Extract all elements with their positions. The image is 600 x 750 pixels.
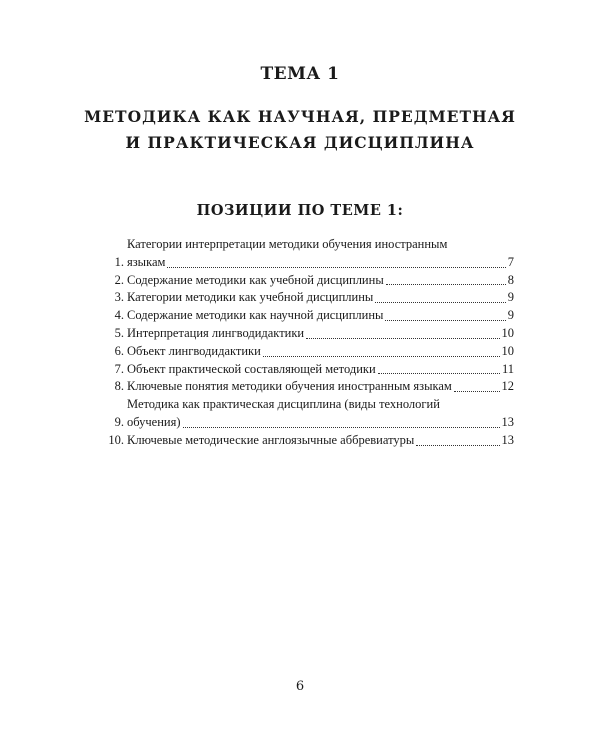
toc-item-text: языкам (127, 254, 166, 269)
toc-item-body (127, 289, 514, 307)
toc-item-number: 4. (114, 308, 124, 323)
toc-item-body (127, 432, 514, 450)
toc-item-text-first-line: Методика как практическая дисциплина (виды технологий (127, 397, 440, 412)
toc-item-page: 9 (507, 308, 514, 323)
toc-item-body (127, 325, 514, 343)
toc-dot-leader (378, 373, 500, 374)
toc-item-body (127, 236, 514, 272)
toc-item-body (127, 378, 514, 396)
toc-dot-leader (454, 391, 500, 392)
toc-item-text: Содержание методики как учебной дисциплины (127, 272, 384, 287)
toc-item (104, 272, 514, 290)
toc-item (104, 396, 514, 432)
toc-item-text: Содержание методики как научной дисциплины (127, 308, 384, 323)
toc-item-number: 7. (114, 361, 124, 376)
toc-item-body (127, 272, 514, 290)
toc-item-page: 11 (501, 361, 514, 376)
toc-item (104, 289, 514, 307)
toc-item-number: 1. (114, 254, 124, 269)
toc-item-page: 7 (507, 254, 514, 269)
toc-item-text: обучения) (127, 414, 181, 429)
page-number: 6 (295, 679, 305, 694)
toc-item-body (127, 307, 514, 325)
toc-dot-leader (375, 302, 505, 303)
toc-dot-leader (167, 267, 505, 268)
toc-item-number: 8. (114, 379, 124, 394)
toc-item-text: Категории методики как учебной дисциплины (127, 290, 374, 305)
toc-item-text: Ключевые методические англоязычные аббревиатуры (127, 432, 415, 447)
toc-item-number: 2. (114, 272, 124, 287)
toc-item-text-first-line: Категории интерпретации методики обучения иностранным (127, 237, 448, 251)
toc-item-page: 10 (501, 343, 514, 358)
toc-item-body (127, 396, 514, 432)
toc-item (104, 325, 514, 343)
toc-item (104, 361, 514, 379)
toc-item (104, 343, 514, 361)
toc-dot-leader (385, 320, 505, 321)
toc-dot-leader (183, 427, 500, 428)
toc-item (104, 236, 514, 272)
toc-dot-leader (386, 284, 506, 285)
toc-item (104, 432, 514, 450)
topic-label: ТЕМА 1 (260, 64, 340, 84)
positions-heading: ПОЗИЦИИ ПО ТЕМЕ 1: (196, 202, 404, 219)
topic-title-line: И ПРАКТИЧЕСКАЯ ДИСЦИПЛИНА (125, 133, 475, 152)
toc-item-page: 9 (507, 290, 514, 305)
toc-item-text: Интерпретация лингводидактики (127, 325, 305, 340)
toc-item-number: 9. (114, 414, 124, 429)
toc-item-page: 8 (507, 272, 514, 287)
toc-item-number: 3. (114, 290, 124, 305)
toc-item-number: 10. (108, 432, 124, 447)
topic-title (0, 104, 600, 156)
toc-dot-leader (263, 356, 500, 357)
toc-dot-leader (306, 338, 499, 339)
toc-item-number: 6. (114, 343, 124, 358)
toc-item-text: Объект лингводидактики (127, 343, 261, 358)
toc-item (104, 307, 514, 325)
toc-item-text: Ключевые понятия методики обучения иностранным языкам (127, 379, 452, 394)
toc-item-page: 13 (501, 432, 514, 447)
toc-item (104, 378, 514, 396)
table-of-contents (104, 236, 514, 450)
toc-item-number: 5. (114, 325, 124, 340)
toc-item-page: 13 (501, 414, 514, 429)
toc-dot-leader (416, 445, 499, 446)
topic-title-line: МЕТОДИКА КАК НАУЧНАЯ, ПРЕДМЕТНАЯ (84, 107, 516, 126)
toc-item-body (127, 361, 514, 379)
toc-item-body (127, 343, 514, 361)
toc-item-page: 10 (501, 325, 514, 340)
toc-item-text: Объект практической составляющей методики (127, 361, 376, 376)
toc-item-page: 12 (501, 379, 514, 394)
